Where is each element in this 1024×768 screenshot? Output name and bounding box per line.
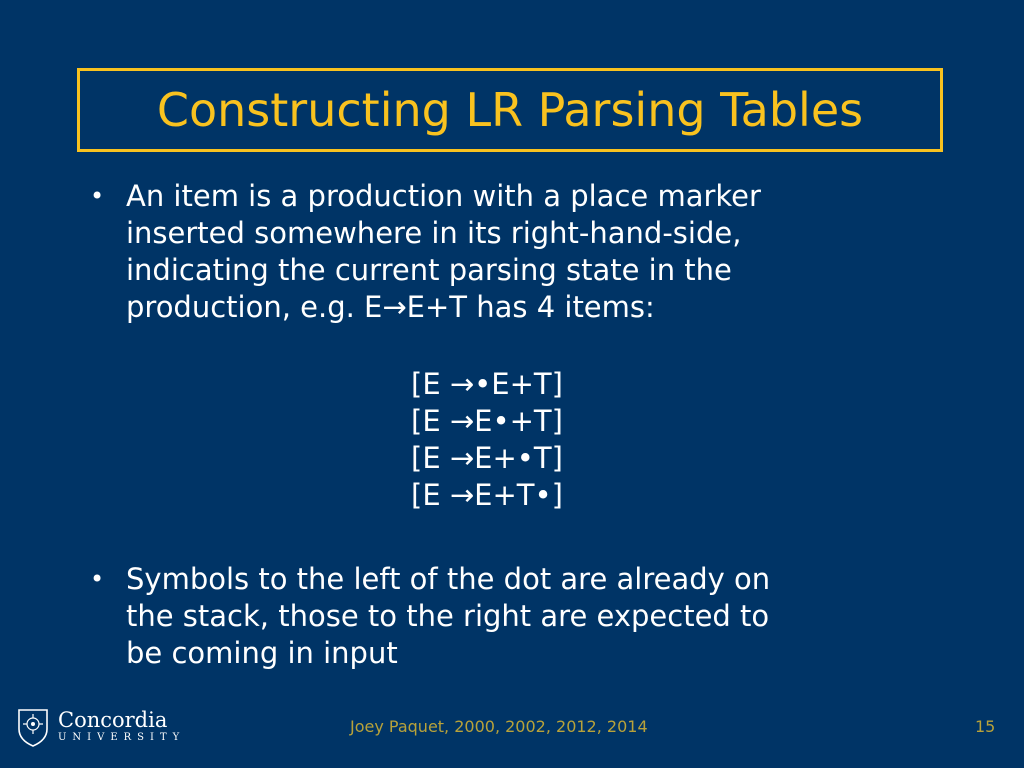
logo-name: Concordia (58, 708, 168, 732)
item-list (411, 366, 563, 514)
bullet-marker: • (90, 565, 105, 593)
logo-subtitle: UNIVERSITY (58, 732, 186, 743)
slide-number: 15 (975, 717, 996, 736)
title-box (77, 68, 943, 152)
item-3: [E →E+•T] (411, 441, 563, 475)
bullet-marker: • (90, 182, 105, 210)
bullet-2-line-3: be coming in input (126, 636, 398, 670)
bullet-2-line-1: Symbols to the left of the dot are already on (126, 562, 771, 596)
bullet-2 (90, 561, 770, 672)
bullet-1 (90, 178, 761, 326)
item-4: [E →E+T•] (411, 478, 563, 512)
item-2: [E →E•+T] (411, 404, 563, 438)
bullet-1-line-4: production, e.g. E→E+T has 4 items: (126, 290, 655, 324)
concordia-logo (16, 707, 185, 747)
concordia-crest-icon (16, 707, 50, 747)
slide-title: Constructing LR Parsing Tables (156, 83, 864, 137)
bullet-1-line-3: indicating the current parsing state in the (126, 253, 732, 287)
footer-credit: Joey Paquet, 2000, 2002, 2012, 2014 (350, 717, 648, 736)
bullet-2-line-2: the stack, those to the right are expected to (126, 599, 770, 633)
bullet-1-line-1: An item is a production with a place marker (126, 179, 761, 213)
item-1: [E →•E+T] (411, 367, 563, 401)
bullet-1-line-2: inserted somewhere in its right-hand-side, (126, 216, 742, 250)
